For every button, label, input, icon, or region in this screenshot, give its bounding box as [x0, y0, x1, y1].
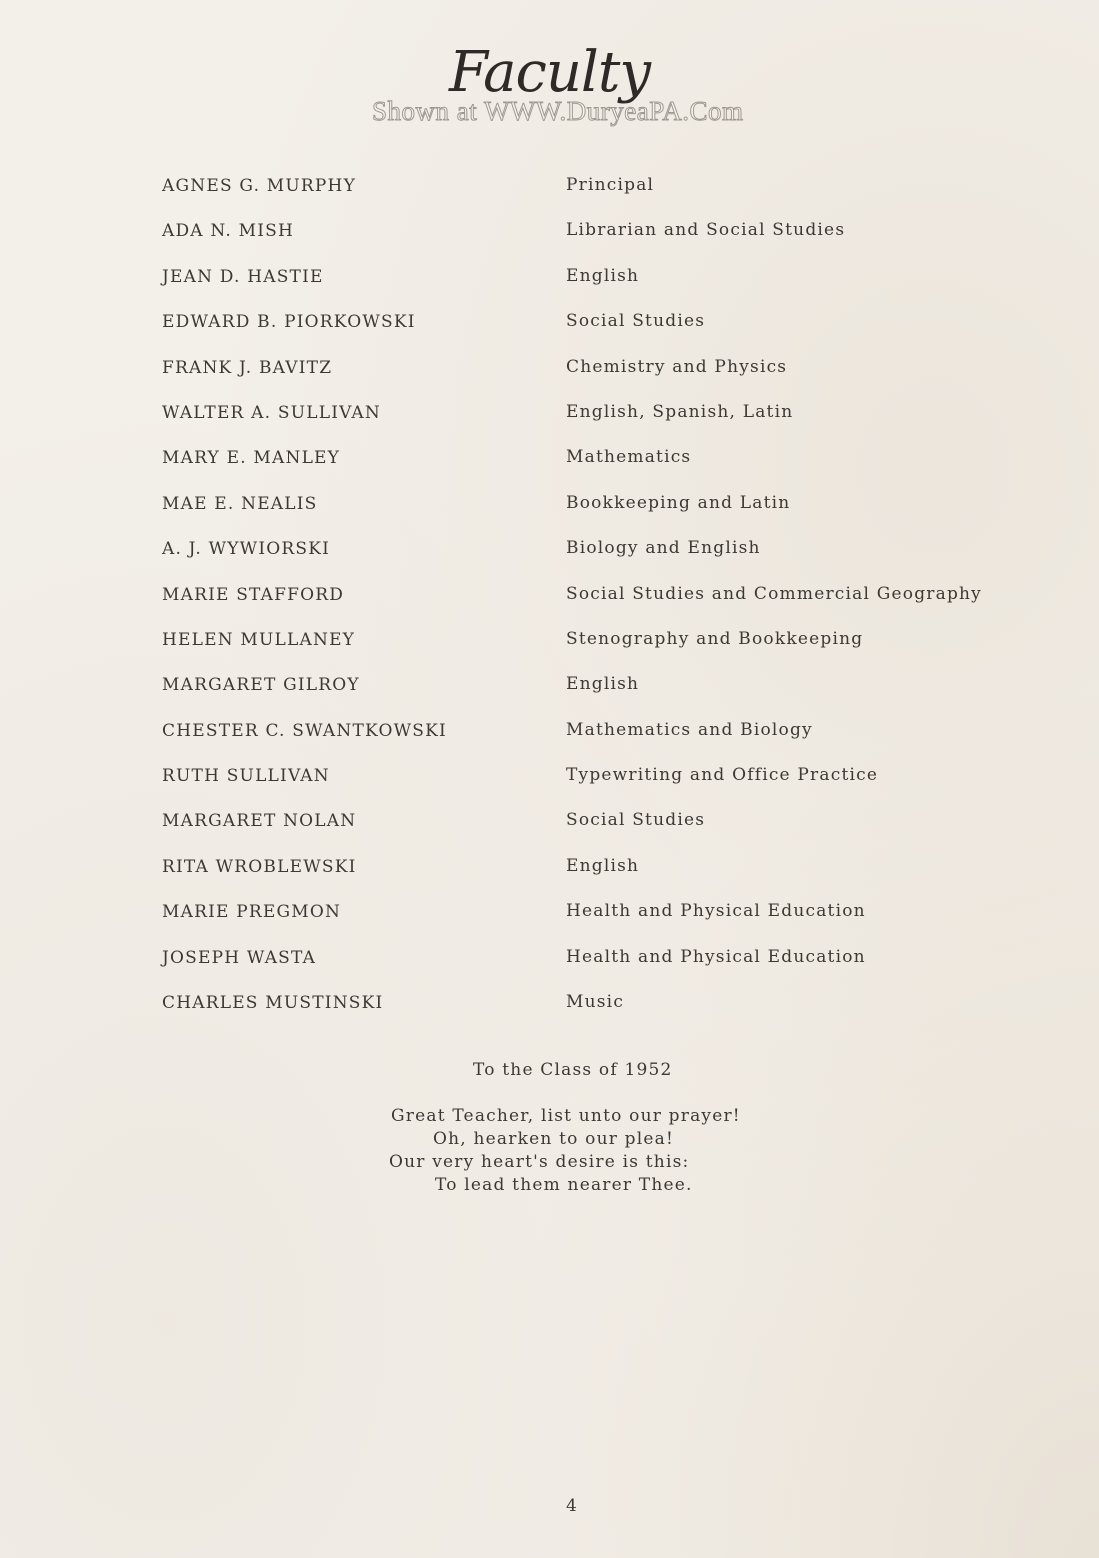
faculty-row: [162, 799, 1042, 844]
faculty-name: EDWARD B. PIORKOWSKI: [162, 312, 416, 333]
faculty-row: [162, 164, 1042, 209]
faculty-name: MAE E. NEALIS: [162, 493, 318, 514]
faculty-subject: Health and Physical Education: [566, 901, 866, 922]
faculty-subject: Social Studies: [566, 311, 706, 332]
faculty-row: [162, 890, 1042, 935]
faculty-row: [162, 482, 1042, 527]
faculty-subject: Mathematics and Biology: [566, 719, 813, 740]
faculty-row: [162, 618, 1042, 663]
faculty-subject: English: [566, 265, 640, 286]
faculty-name: HELEN MULLANEY: [162, 629, 356, 650]
faculty-name: RITA WROBLEWSKI: [162, 856, 357, 877]
faculty-row: [162, 346, 1042, 391]
faculty-name: MARY E. MANLEY: [162, 448, 341, 469]
faculty-row: [162, 300, 1042, 345]
faculty-name: MARIE STAFFORD: [162, 584, 345, 605]
faculty-row: [162, 209, 1042, 254]
faculty-list: [162, 164, 1042, 1026]
faculty-subject: Biology and English: [566, 538, 761, 559]
faculty-subject: Typewriting and Office Practice: [566, 765, 879, 786]
faculty-subject: Music: [566, 992, 625, 1013]
faculty-subject: Social Studies: [566, 810, 706, 831]
faculty-subject: Stenography and Bookkeeping: [566, 628, 864, 649]
faculty-name: JEAN D. HASTIE: [162, 266, 324, 287]
faculty-row: [162, 527, 1042, 572]
poem-line: Oh, hearken to our plea!: [433, 1129, 675, 1149]
faculty-row: [162, 436, 1042, 481]
poem-line: Great Teacher, list unto our prayer!: [391, 1106, 741, 1126]
faculty-row: [162, 981, 1042, 1026]
faculty-subject: Chemistry and Physics: [566, 356, 788, 377]
faculty-subject: Librarian and Social Studies: [566, 220, 846, 241]
poem-line: Our very heart's desire is this:: [389, 1152, 690, 1172]
faculty-name: FRANK J. BAVITZ: [162, 357, 333, 378]
faculty-row: [162, 391, 1042, 436]
faculty-name: MARIE PREGMON: [162, 902, 342, 923]
faculty-subject: English, Spanish, Latin: [566, 401, 794, 422]
page-title: Faculty: [449, 40, 650, 105]
faculty-subject: Social Studies and Commercial Geography: [566, 583, 982, 604]
faculty-name: CHESTER C. SWANTKOWSKI: [162, 720, 447, 741]
page-number: 4: [566, 1496, 577, 1516]
faculty-subject: Principal: [566, 175, 655, 195]
faculty-name: WALTER A. SULLIVAN: [162, 402, 381, 423]
faculty-subject: English: [566, 855, 640, 876]
faculty-name: RUTH SULLIVAN: [162, 766, 330, 787]
dedication-heading: To the Class of 1952: [473, 1060, 673, 1080]
faculty-name: ADA N. MISH: [162, 221, 294, 242]
faculty-row: [162, 845, 1042, 890]
faculty-row: [162, 573, 1042, 618]
poem-line: To lead them nearer Thee.: [435, 1175, 693, 1195]
faculty-row: [162, 709, 1042, 754]
faculty-name: JOSEPH WASTA: [162, 947, 317, 968]
faculty-name: A. J. WYWIORSKI: [162, 539, 331, 560]
faculty-row: [162, 663, 1042, 708]
faculty-subject: English: [566, 674, 640, 695]
faculty-subject: Mathematics: [566, 447, 692, 468]
faculty-row: [162, 255, 1042, 300]
faculty-name: MARGARET NOLAN: [162, 811, 357, 832]
faculty-subject: Bookkeeping and Latin: [566, 492, 791, 513]
faculty-name: MARGARET GILROY: [162, 675, 360, 696]
faculty-name: AGNES G. MURPHY: [162, 176, 356, 196]
faculty-row: [162, 754, 1042, 799]
faculty-subject: Health and Physical Education: [566, 946, 866, 967]
faculty-name: CHARLES MUSTINSKI: [162, 993, 384, 1014]
faculty-row: [162, 936, 1042, 981]
watermark: Shown at WWW.DuryeaPA.Com: [372, 96, 744, 126]
